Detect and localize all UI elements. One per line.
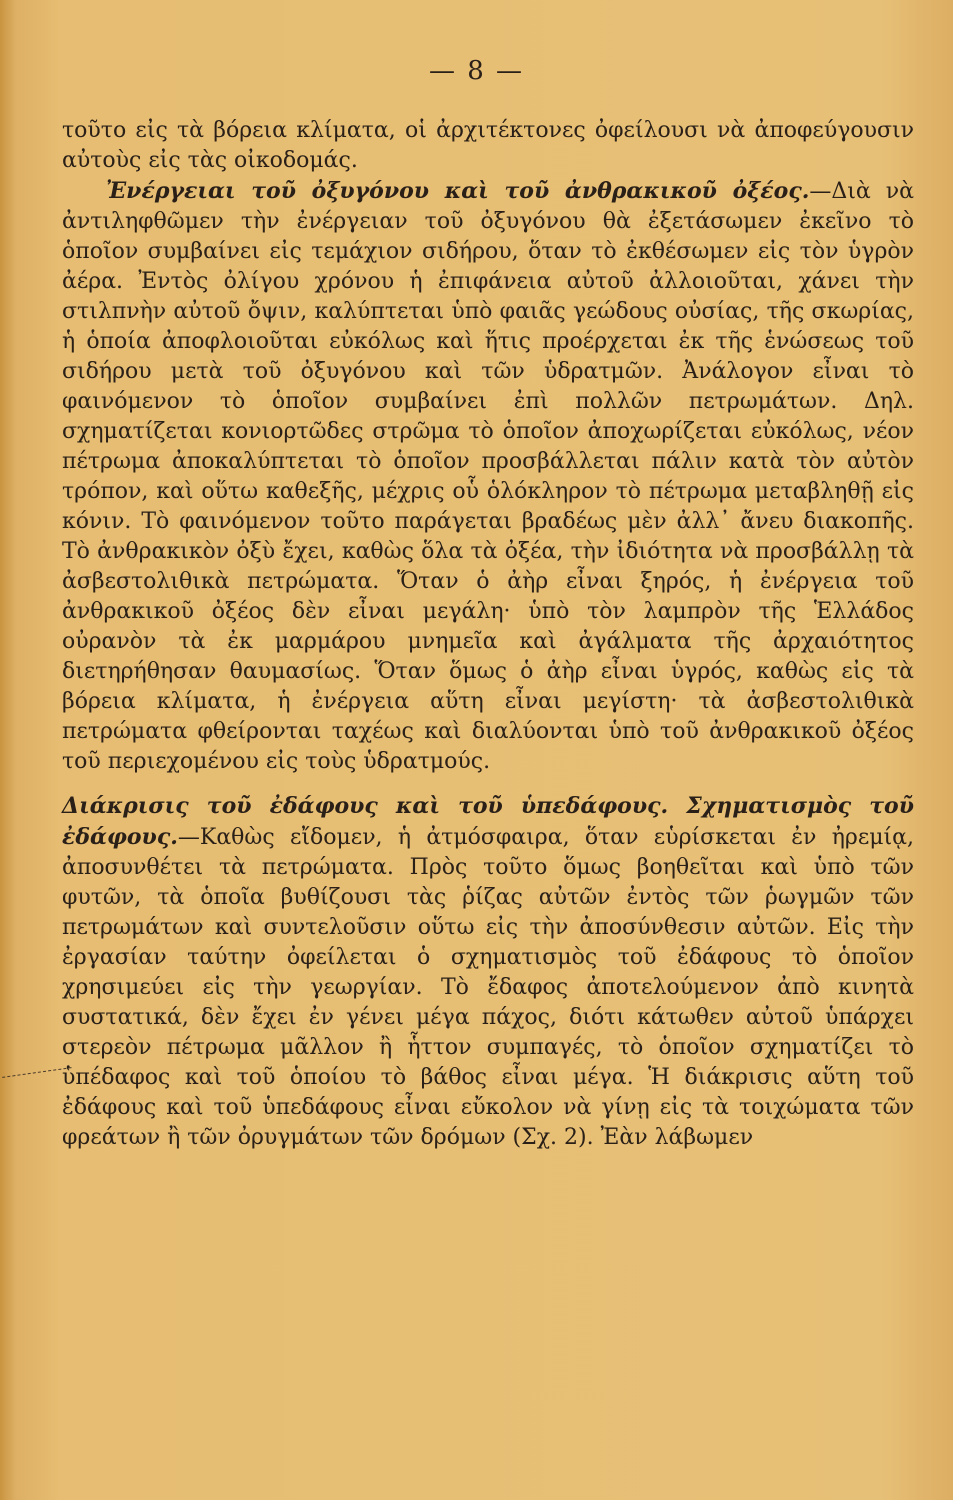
paragraph-body: τοῦτο εἰς τὰ βόρεια κλίματα, οἱ ἀρχιτέκτονες ὀφείλουσι νὰ ἀποφεύγουσιν αὐτοὺς εἰς τὰς οἰκοδομάς. bbox=[62, 118, 914, 173]
section-heading: Ἐνέργειαι τοῦ ὀξυγόνου καὶ τοῦ ἀνθρακικοῦ ὀξέος. bbox=[106, 178, 810, 204]
paragraph-continuation bbox=[62, 116, 914, 176]
page-number: — 8 — bbox=[428, 56, 525, 86]
paragraph-body: —Διὰ νὰ ἀντιληφθῶμεν τὴν ἐνέργειαν τοῦ ὀξυγόνου θὰ ἐξετάσωμεν ἐκεῖνο τὸ ὁποῖον συμβαίνει εἰς τεμάχιον σιδήρου, ὅταν τὸ ἐκθέσωμεν εἰς τὸν ὑγρὸν ἀέρα. Ἐντὸς ὀλίγου χρόνου ἡ ἐπιφάνεια αὐτοῦ ἀλλοιοῦται, χάνει τὴν στιλπνὴν αὐτοῦ ὄψιν, καλύπτεται ὑπὸ φαιᾶς γεώδους οὐσίας, τῆς σκωρίας, ἡ ὁποία ἀποφλοιοῦται εὐκόλως καὶ ἥτις προέρχεται ἐκ τῆς ἑνώσεως τοῦ σιδήρου μετὰ τοῦ ὀξυγόνου καὶ τῶν ὑδρατμῶν. Ἀνάλογον εἶναι τὸ φαινόμενον τὸ ὁποῖον συμβαίνει ἐπὶ πολλῶν πετρωμάτων. Δηλ. σχηματίζεται κονιορτῶδες στρῶμα τὸ ὁποῖον ἀποχωρίζεται εὐκόλως, νέον πέτρωμα ἀποκαλύπτεται τὸ ὁποῖον προσβάλλεται πάλιν κατὰ τὸν αὐτὸν τρόπον, καὶ οὕτω καθεξῆς, μέχρις οὗ ὁλόκληρον τὸ πέτρωμα μεταβληθῇ εἰς κόνιν. Τὸ φαινόμενον τοῦτο παράγεται βραδέως μὲν ἀλλ᾽ ἄνευ διακοπῆς. Τὸ ἀνθρακικὸν ὀξὺ ἔχει, καθὼς ὅλα τὰ ὀξέα, τὴν ἰδιότητα νὰ προσβάλλῃ τὰ ἀσβεστολιθικὰ πετρώματα. Ὅταν ὁ ἀὴρ εἶναι ξηρός, ἡ ἐνέργεια τοῦ ἀνθρακικοῦ ὀξέος δὲν εἶναι μεγάλη· ὑπὸ τὸν λαμπρὸν τῆς Ἑλλάδος οὐρανὸν τὰ ἐκ μαρμάρου μνημεῖα καὶ ἀγάλματα τῆς ἀρχαιότητος διετηρήθησαν θαυμασίως. Ὅταν ὅμως ὁ ἀὴρ εἶναι ὑγρός, καθὼς εἰς τὰ βόρεια κλίματα, ἡ ἐνέργεια αὕτη εἶναι μεγίστη· τὰ ἀσβεστολιθικὰ πετρώματα φθείρονται ταχέως καὶ διαλύονται ὑπὸ τοῦ ἀνθρακικοῦ ὀξέος τοῦ περιεχομένου εἰς τοὺς ὑδρατμούς. bbox=[62, 179, 915, 774]
section-heading: Διάκρισις τοῦ ἐδάφους καὶ τοῦ ὑπεδάφους. Σχηματισμὸς τοῦ ἐδάφους. bbox=[62, 793, 914, 850]
paragraph-oxygen-carbonic-acid bbox=[62, 176, 914, 777]
page-body bbox=[62, 116, 914, 1153]
paragraph-soil-subsoil bbox=[62, 791, 914, 1153]
paragraph-body: —Καθὼς εἴδομεν, ἡ ἀτμόσφαιρα, ὅταν εὑρίσκεται ἐν ἠρεμίᾳ, ἀποσυνθέτει τὰ πετρώματα. Πρὸς τοῦτο ὅμως βοηθεῖται καὶ ὑπὸ τῶν φυτῶν, τὰ ὁποῖα βυθίζουσι τὰς ῥίζας αὐτῶν ἐντὸς τῶν ῥωγμῶν τῶν πετρωμάτων καὶ συντελοῦσιν οὕτω εἰς τὴν ἀποσύνθεσιν αὐτῶν. Εἰς τὴν ἐργασίαν ταύτην ὀφείλεται ὁ σχηματισμὸς τοῦ ἐδάφους τὸ ὁποῖον χρησιμεύει εἰς τὴν γεωργίαν. Τὸ ἔδαφος ἀποτελούμενον ἀπὸ κινητὰ συστατικά, δὲν ἔχει ἐν γένει μέγα πάχος, διότι κάτωθεν αὐτοῦ ὑπάρχει στερεὸν πέτρωμα μᾶλλον ἢ ἧττον συμπαγές, τὸ ὁποῖον σχηματίζει τὸ ὑπέδαφος καὶ τοῦ ὁποίου τὸ βάθος εἶναι μέγα. Ἡ διάκρισις αὕτη τοῦ ἐδάφους καὶ τοῦ ὑπεδάφους εἶναι εὔκολον νὰ γίνῃ εἰς τὰ τοιχώματα τῶν φρεάτων ἢ τῶν ὀρυγμάτων τῶν δρόμων (Σχ. 2). Ἐὰν λάβωμεν bbox=[62, 825, 914, 1150]
